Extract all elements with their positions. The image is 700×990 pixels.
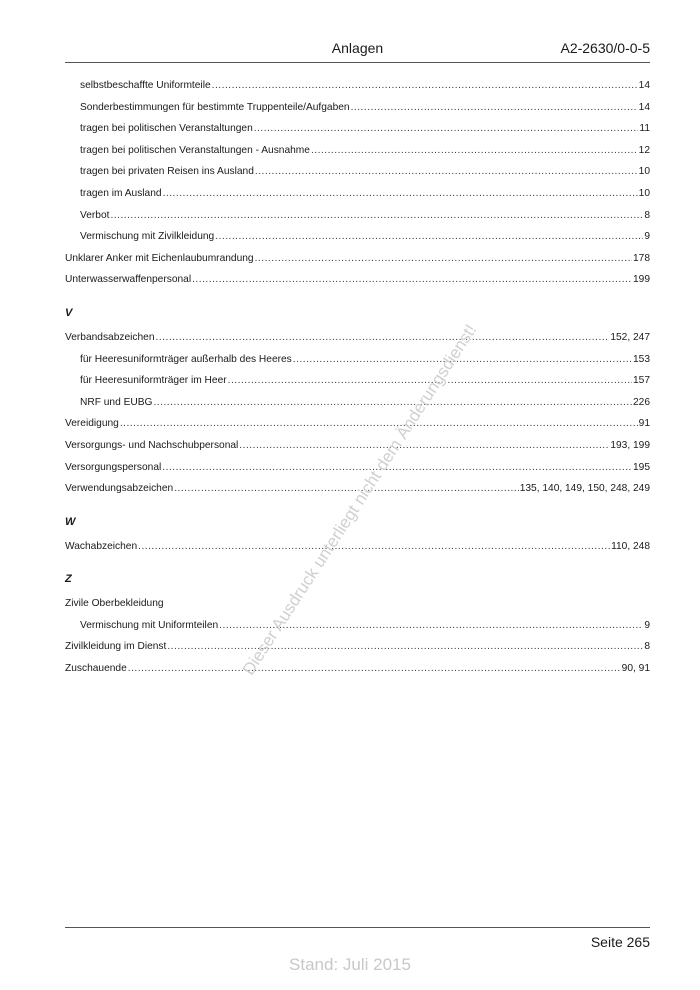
entry-label: Zuschauende xyxy=(65,663,127,675)
entry-page-number: 14 xyxy=(638,80,650,91)
index-entry xyxy=(65,166,650,188)
entry-page-number: 178 xyxy=(633,252,650,264)
dot-leader xyxy=(192,274,632,285)
dot-leader xyxy=(255,166,638,177)
entry-label: Unklarer Anker mit Eichenlaubumrandung xyxy=(65,252,254,264)
entry-page-number: 199 xyxy=(633,274,650,286)
index-entry xyxy=(65,440,650,462)
entry-page-number: 8 xyxy=(644,641,650,653)
dot-leader xyxy=(153,397,632,408)
index-entry xyxy=(65,354,650,376)
index-entry xyxy=(65,145,650,167)
entry-page-number: 91 xyxy=(638,418,650,430)
dot-leader xyxy=(351,102,638,113)
entry-label: Verbot xyxy=(80,209,110,221)
index-entry xyxy=(65,375,650,397)
section-letter: W xyxy=(65,515,76,528)
index-entry xyxy=(65,663,650,685)
dot-leader xyxy=(215,231,643,242)
entry-label: Unterwasserwaffenpersonal xyxy=(65,274,192,286)
entry-page-number: 195 xyxy=(633,461,650,473)
dot-leader xyxy=(163,188,638,199)
entry-label: tragen im Ausland xyxy=(80,187,162,199)
entry-label: Vereidigung xyxy=(65,418,119,430)
entry-page-number: 152, 247 xyxy=(610,331,650,343)
page-header xyxy=(65,40,650,60)
dot-leader xyxy=(138,541,610,552)
entry-page-number: 153 xyxy=(633,353,650,365)
entry-label: NRF und EUBG xyxy=(80,396,153,408)
dot-leader xyxy=(120,418,638,429)
entry-label: selbstbeschaffte Uniformteile xyxy=(80,80,211,91)
footer-stand: Stand: Juli 2015 xyxy=(289,955,411,974)
index-entry xyxy=(65,274,650,296)
index-entry xyxy=(65,210,650,232)
index-entry xyxy=(65,397,650,419)
dot-leader xyxy=(174,483,519,494)
entry-page-number: 135, 140, 149, 150, 248, 249 xyxy=(519,483,650,495)
entry-page-number: 8 xyxy=(644,209,650,221)
dot-leader xyxy=(212,80,638,91)
index-entry xyxy=(65,102,650,124)
index-entry xyxy=(65,188,650,210)
entry-label: Verwendungsabzeichen xyxy=(65,483,174,495)
header-title: Anlagen xyxy=(331,40,384,56)
entry-page-number: 9 xyxy=(644,231,650,243)
dot-leader xyxy=(167,641,643,652)
entry-label: Vermischung mit Zivilkleidung xyxy=(80,231,215,243)
index-entry xyxy=(65,620,650,642)
index-entry xyxy=(65,123,650,145)
index-entry xyxy=(65,253,650,275)
entry-page-number: 226 xyxy=(633,396,650,408)
index-heading: Zivile Oberbekleidung xyxy=(65,598,164,610)
footer-rule xyxy=(65,927,650,928)
index-entry xyxy=(65,231,650,253)
entry-label: für Heeresuniformträger im Heer xyxy=(80,375,227,387)
index-entry xyxy=(65,462,650,484)
entry-page-number: 12 xyxy=(638,144,650,156)
dot-leader xyxy=(162,462,632,473)
dot-leader xyxy=(128,663,621,674)
index-entry xyxy=(65,418,650,440)
entry-label: Sonderbestimmungen für bestimmte Truppenteile/Aufgaben xyxy=(80,101,350,113)
entry-page-number: 193, 199 xyxy=(610,439,650,451)
header-rule xyxy=(65,62,650,63)
dot-leader xyxy=(110,210,643,221)
dot-leader xyxy=(254,123,639,134)
entry-label: Versorgungs- und Nachschubpersonal xyxy=(65,439,239,451)
entry-page-number: 11 xyxy=(639,123,650,135)
entry-page-number: 110, 248 xyxy=(611,540,650,552)
dot-leader xyxy=(311,145,638,156)
dot-leader xyxy=(239,440,609,451)
entry-label: für Heeresuniformträger außerhalb des Heeres xyxy=(80,353,292,365)
index-entry xyxy=(65,332,650,354)
entry-label: tragen bei privaten Reisen ins Ausland xyxy=(80,166,254,178)
entry-page-number: 10 xyxy=(638,187,650,199)
section-letter: V xyxy=(65,306,73,319)
index-list xyxy=(65,80,650,685)
entry-label: Versorgungspersonal xyxy=(65,461,162,473)
header-doc-id: A2-2630/0-0-5 xyxy=(560,40,650,56)
entry-page-number: 157 xyxy=(633,375,650,387)
entry-label: tragen bei politischen Veranstaltungen xyxy=(80,123,253,135)
dot-leader xyxy=(156,332,610,343)
dot-leader xyxy=(255,253,632,264)
entry-label: Zivilkleidung im Dienst xyxy=(65,641,167,653)
entry-page-number: 9 xyxy=(644,619,650,631)
index-entry xyxy=(65,80,650,102)
index-entry xyxy=(65,541,650,563)
entry-label: Verbandsabzeichen xyxy=(65,331,155,343)
entry-page-number: 10 xyxy=(638,166,650,178)
entry-label: tragen bei politischen Veranstaltungen - Ausnahme xyxy=(80,144,310,156)
entry-page-number: 90, 91 xyxy=(621,663,650,675)
entry-label: Wachabzeichen xyxy=(65,540,138,552)
footer-page-number: Seite 265 xyxy=(590,934,650,950)
entry-label: Vermischung mit Uniformteilen xyxy=(80,619,219,631)
entry-page-number: 14 xyxy=(638,101,650,113)
index-entry xyxy=(65,641,650,663)
watermark: Dieser Ausdruck unterliegt nicht dem Änderungsdienst! xyxy=(238,320,481,679)
section-letter: Z xyxy=(65,573,72,586)
